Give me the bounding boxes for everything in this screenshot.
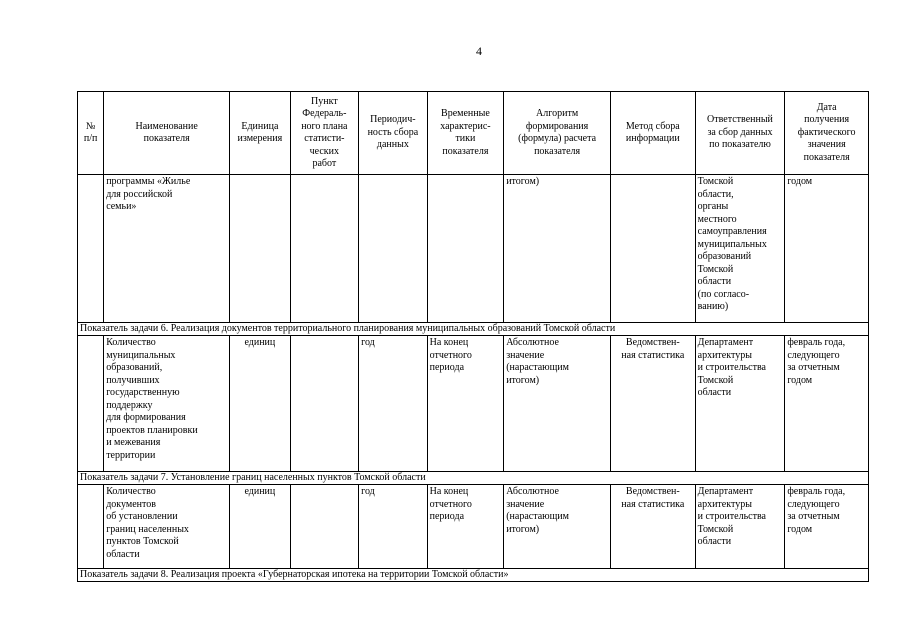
cell-collection-method: [611, 175, 696, 323]
section-title: Показатель задачи 6. Реализация документов территориального планирования муниципальных образований Томской области: [78, 323, 869, 336]
header-responsible: Ответственный за сбор данных по показателю: [695, 92, 785, 175]
cell-indicator-name: Количество документов об установлении границ населенных пунктов Томской области: [104, 485, 230, 569]
cell-collection-method: Ведомствен- ная статистика: [611, 336, 696, 472]
section-title: Показатель задачи 7. Установление границ населенных пунктов Томской области: [78, 472, 869, 485]
table-row: [78, 485, 869, 569]
table-row: [78, 175, 869, 323]
table-row: [78, 336, 869, 472]
header-actual-value-date: Дата получения фактического значения показателя: [785, 92, 869, 175]
cell-indicator-name: Количество муниципальных образований, получивших государственную поддержку для формирования проектов планировки и межевания территории: [104, 336, 230, 472]
section-row: [78, 569, 869, 582]
header-algorithm: Алгоритм формирования (формула) расчета показателя: [504, 92, 611, 175]
cell-periodicity: год: [359, 485, 428, 569]
cell-federal-plan-item: [290, 336, 359, 472]
cell-periodicity: год: [359, 336, 428, 472]
section-title: Показатель задачи 8. Реализация проекта «Губернаторская ипотека на территории Томской области»: [78, 569, 869, 582]
header-federal-plan-item: Пункт Федераль- ного плана статисти- ческих работ: [290, 92, 359, 175]
cell-federal-plan-item: [290, 175, 359, 323]
table-header-row: [78, 92, 869, 175]
cell-federal-plan-item: [290, 485, 359, 569]
cell-responsible: Департамент архитектуры и строительства Томской области: [695, 336, 785, 472]
cell-actual-value-date: годом: [785, 175, 869, 323]
cell-time-characteristics: На конец отчетного периода: [427, 336, 504, 472]
cell-number: [78, 485, 104, 569]
cell-time-characteristics: [427, 175, 504, 323]
cell-actual-value-date: февраль года, следующего за отчетным годом: [785, 485, 869, 569]
cell-responsible: Томской области, органы местного самоуправления муниципальных образований Томской области (по согласо- ванию): [695, 175, 785, 323]
cell-periodicity: [359, 175, 428, 323]
cell-algorithm: итогом): [504, 175, 611, 323]
section-row: [78, 472, 869, 485]
header-time-characteristics: Временные характерис- тики показателя: [427, 92, 504, 175]
cell-time-characteristics: На конец отчетного периода: [427, 485, 504, 569]
header-unit: Единица измерения: [230, 92, 290, 175]
cell-unit: [230, 175, 290, 323]
page-number: 4: [476, 44, 482, 58]
cell-actual-value-date: февраль года, следующего за отчетным годом: [785, 336, 869, 472]
cell-number: [78, 336, 104, 472]
indicators-table: [77, 91, 869, 582]
header-periodicity: Периодич- ность сбора данных: [359, 92, 428, 175]
cell-collection-method: Ведомствен- ная статистика: [611, 485, 696, 569]
cell-indicator-name: программы «Жилье для российской семьи»: [104, 175, 230, 323]
cell-algorithm: Абсолютное значение (нарастающим итогом): [504, 336, 611, 472]
section-row: [78, 323, 869, 336]
header-collection-method: Метод сбора информации: [611, 92, 696, 175]
header-number: № п/п: [78, 92, 104, 175]
cell-algorithm: Абсолютное значение (нарастающим итогом): [504, 485, 611, 569]
cell-unit: единиц: [230, 336, 290, 472]
cell-number: [78, 175, 104, 323]
header-indicator-name: Наименование показателя: [104, 92, 230, 175]
cell-responsible: Департамент архитектуры и строительства Томской области: [695, 485, 785, 569]
cell-unit: единиц: [230, 485, 290, 569]
